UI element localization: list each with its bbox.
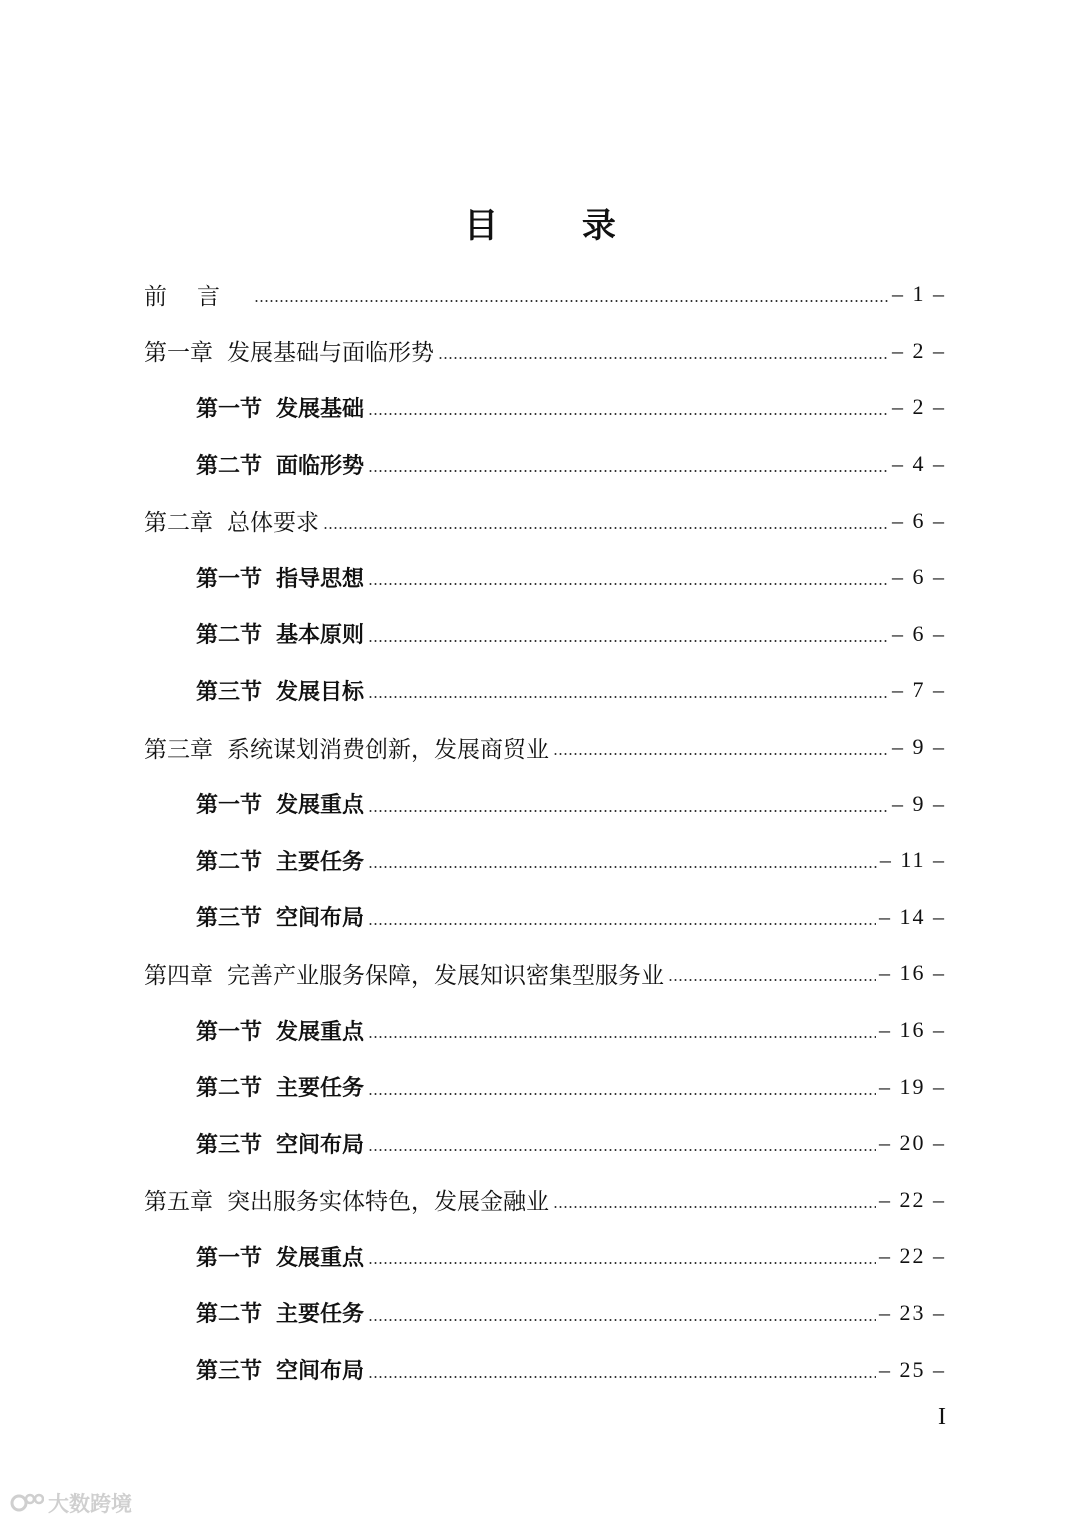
toc-entry-heading xyxy=(196,392,364,423)
toc-page-number: – 19 – xyxy=(879,1073,946,1099)
toc-chapter-entry[interactable] xyxy=(144,323,946,380)
toc-entry-label: 第三节 xyxy=(196,1358,263,1385)
toc-entry-title: 突出服务实体特色，发展金融业 xyxy=(227,1189,549,1216)
toc-page-number: – 9 – xyxy=(892,734,946,760)
toc-dot-leader xyxy=(254,300,889,302)
toc-chapter-entry[interactable] xyxy=(144,1172,946,1229)
toc-dot-leader xyxy=(368,1093,876,1095)
toc-entry-title: 发展基础 xyxy=(276,395,365,422)
toc-entry-heading xyxy=(144,1183,549,1216)
toc-entry-label: 第二章 xyxy=(144,510,213,537)
toc-entry-label: 第二节 xyxy=(196,1075,263,1102)
toc-section-entry[interactable] xyxy=(144,436,946,493)
toc-entry-label: 前言 xyxy=(144,283,250,310)
toc-entry-title: 空间布局 xyxy=(276,1358,365,1385)
toc-entry-title: 发展重点 xyxy=(276,792,365,819)
toc-entry-heading xyxy=(196,845,364,876)
toc-dot-leader xyxy=(368,1376,876,1378)
watermark-logo-icon xyxy=(10,1491,44,1515)
toc-entry-label: 第二节 xyxy=(196,848,263,875)
toc-page-number: – 4 – xyxy=(892,451,946,477)
toc-entry-heading xyxy=(196,449,364,480)
toc-section-entry[interactable] xyxy=(144,1002,946,1059)
toc-section-entry[interactable] xyxy=(144,1228,946,1285)
toc-entry-title: 指导思想 xyxy=(276,565,365,592)
toc-page-number: – 22 – xyxy=(879,1243,946,1269)
toc-entry-heading xyxy=(196,562,364,593)
toc-page-number: – 6 – xyxy=(892,507,946,533)
toc-page-number: – 2 – xyxy=(892,337,946,363)
toc-page-number: – 6 – xyxy=(892,564,946,590)
toc-entry-label: 第一节 xyxy=(196,395,263,422)
toc-dot-leader xyxy=(368,1149,876,1151)
toc-entry-title: 空间布局 xyxy=(276,1131,365,1158)
toc-entry-heading xyxy=(196,618,364,649)
toc-page-number: – 20 – xyxy=(879,1130,946,1156)
toc-section-entry[interactable] xyxy=(144,775,946,832)
toc-entry-label: 第四章 xyxy=(144,962,213,989)
watermark xyxy=(10,1488,132,1518)
toc-dot-leader xyxy=(368,1036,876,1038)
toc-dot-leader xyxy=(438,357,889,359)
toc-dot-leader xyxy=(368,810,889,812)
toc-page-number: – 7 – xyxy=(892,677,946,703)
toc-page-number: – 16 – xyxy=(879,1017,946,1043)
toc-entry-heading xyxy=(196,1071,364,1102)
toc-page-number: – 14 – xyxy=(879,903,946,929)
toc-entry-heading xyxy=(196,1128,364,1159)
toc-section-entry[interactable] xyxy=(144,1341,946,1398)
toc-dot-leader xyxy=(323,527,889,529)
toc-entry-heading xyxy=(196,1241,364,1272)
toc-chapter-entry[interactable] xyxy=(144,945,946,1002)
toc-page-number: – 11 – xyxy=(879,847,946,873)
toc-entry-title: 面临形势 xyxy=(276,452,365,479)
toc-page-number: – 1 – xyxy=(892,281,946,307)
toc-chapter-entry[interactable] xyxy=(144,266,946,323)
toc-entry-label: 第一节 xyxy=(196,1018,263,1045)
toc-entry-title: 发展目标 xyxy=(276,678,365,705)
toc-entry-title: 发展重点 xyxy=(276,1018,365,1045)
toc-entry-title: 空间布局 xyxy=(276,905,365,932)
toc-entry-label: 第二节 xyxy=(196,452,263,479)
toc-entry-label: 第一节 xyxy=(196,1244,263,1271)
toc-entry-label: 第一节 xyxy=(196,792,263,819)
toc-entry-heading xyxy=(144,334,434,367)
toc-page-number: – 2 – xyxy=(892,394,946,420)
toc-page-number: – 9 – xyxy=(892,790,946,816)
toc-dot-leader xyxy=(368,1319,876,1321)
toc-page-number: – 16 – xyxy=(879,960,946,986)
toc-entry-title: 主要任务 xyxy=(276,1075,365,1102)
toc-entry-title: 主要任务 xyxy=(276,848,365,875)
toc-entry-label: 第二节 xyxy=(196,1301,263,1328)
toc-section-entry[interactable] xyxy=(144,1115,946,1172)
toc-dot-leader xyxy=(668,979,876,981)
toc-entry-title: 发展基础与面临形势 xyxy=(227,340,434,367)
toc-dot-leader xyxy=(368,470,889,472)
toc-entry-label: 第三节 xyxy=(196,1131,263,1158)
toc-dot-leader xyxy=(368,583,889,585)
toc-section-entry[interactable] xyxy=(144,662,946,719)
toc-entry-title: 总体要求 xyxy=(227,510,319,537)
toc-chapter-entry[interactable] xyxy=(144,719,946,776)
toc-page-number: – 6 – xyxy=(892,620,946,646)
toc-dot-leader xyxy=(553,1206,876,1208)
toc-page-number: – 23 – xyxy=(879,1299,946,1325)
toc-entry-heading xyxy=(196,1354,364,1385)
toc-section-entry[interactable] xyxy=(144,1285,946,1342)
toc-dot-leader xyxy=(368,866,877,868)
toc-entry-heading xyxy=(144,504,319,537)
toc-page-number: – 22 – xyxy=(879,1186,946,1212)
toc-chapter-entry[interactable] xyxy=(144,492,946,549)
toc-entry-label: 第三章 xyxy=(144,736,213,763)
toc-entry-title: 主要任务 xyxy=(276,1301,365,1328)
toc-entry-title: 完善产业服务保障，发展知识密集型服务业 xyxy=(227,962,664,989)
toc-section-entry[interactable] xyxy=(144,832,946,889)
toc-entry-heading xyxy=(144,731,549,764)
toc-section-entry[interactable] xyxy=(144,549,946,606)
toc-entry-label: 第二节 xyxy=(196,622,263,649)
toc-entry-label: 第三节 xyxy=(196,678,263,705)
toc-entry-heading xyxy=(196,901,364,932)
toc-section-entry[interactable] xyxy=(144,606,946,663)
toc-dot-leader xyxy=(368,413,889,415)
toc-entry-title: 系统谋划消费创新，发展商贸业 xyxy=(227,736,549,763)
toc-entry-label: 第一节 xyxy=(196,565,263,592)
toc-entry-heading xyxy=(196,675,364,706)
toc-entry-heading xyxy=(144,278,250,311)
toc-entry-heading xyxy=(196,1297,364,1328)
toc-page-number: – 25 – xyxy=(879,1356,946,1382)
toc-dot-leader xyxy=(368,923,876,925)
toc-entry-heading xyxy=(196,788,364,819)
toc-section-entry[interactable] xyxy=(144,889,946,946)
toc-entry-heading xyxy=(196,1015,364,1046)
toc-section-entry[interactable] xyxy=(144,1058,946,1115)
watermark-text: 大数跨境 xyxy=(48,1492,132,1516)
toc-entry-title: 发展重点 xyxy=(276,1244,365,1271)
toc-section-entry[interactable] xyxy=(144,379,946,436)
toc-entry-title: 基本原则 xyxy=(276,622,365,649)
toc-dot-leader xyxy=(368,696,889,698)
toc-entry-label: 第五章 xyxy=(144,1189,213,1216)
toc-dot-leader xyxy=(368,1262,876,1264)
page-number: I xyxy=(938,1404,946,1430)
toc-dot-leader xyxy=(553,753,889,755)
toc-entry-heading xyxy=(144,957,664,990)
toc-entry-label: 第三节 xyxy=(196,905,263,932)
toc-entry-label: 第一章 xyxy=(144,340,213,367)
page-title: 目 录 xyxy=(464,206,652,246)
toc-dot-leader xyxy=(368,640,889,642)
table-of-contents xyxy=(144,266,946,1398)
